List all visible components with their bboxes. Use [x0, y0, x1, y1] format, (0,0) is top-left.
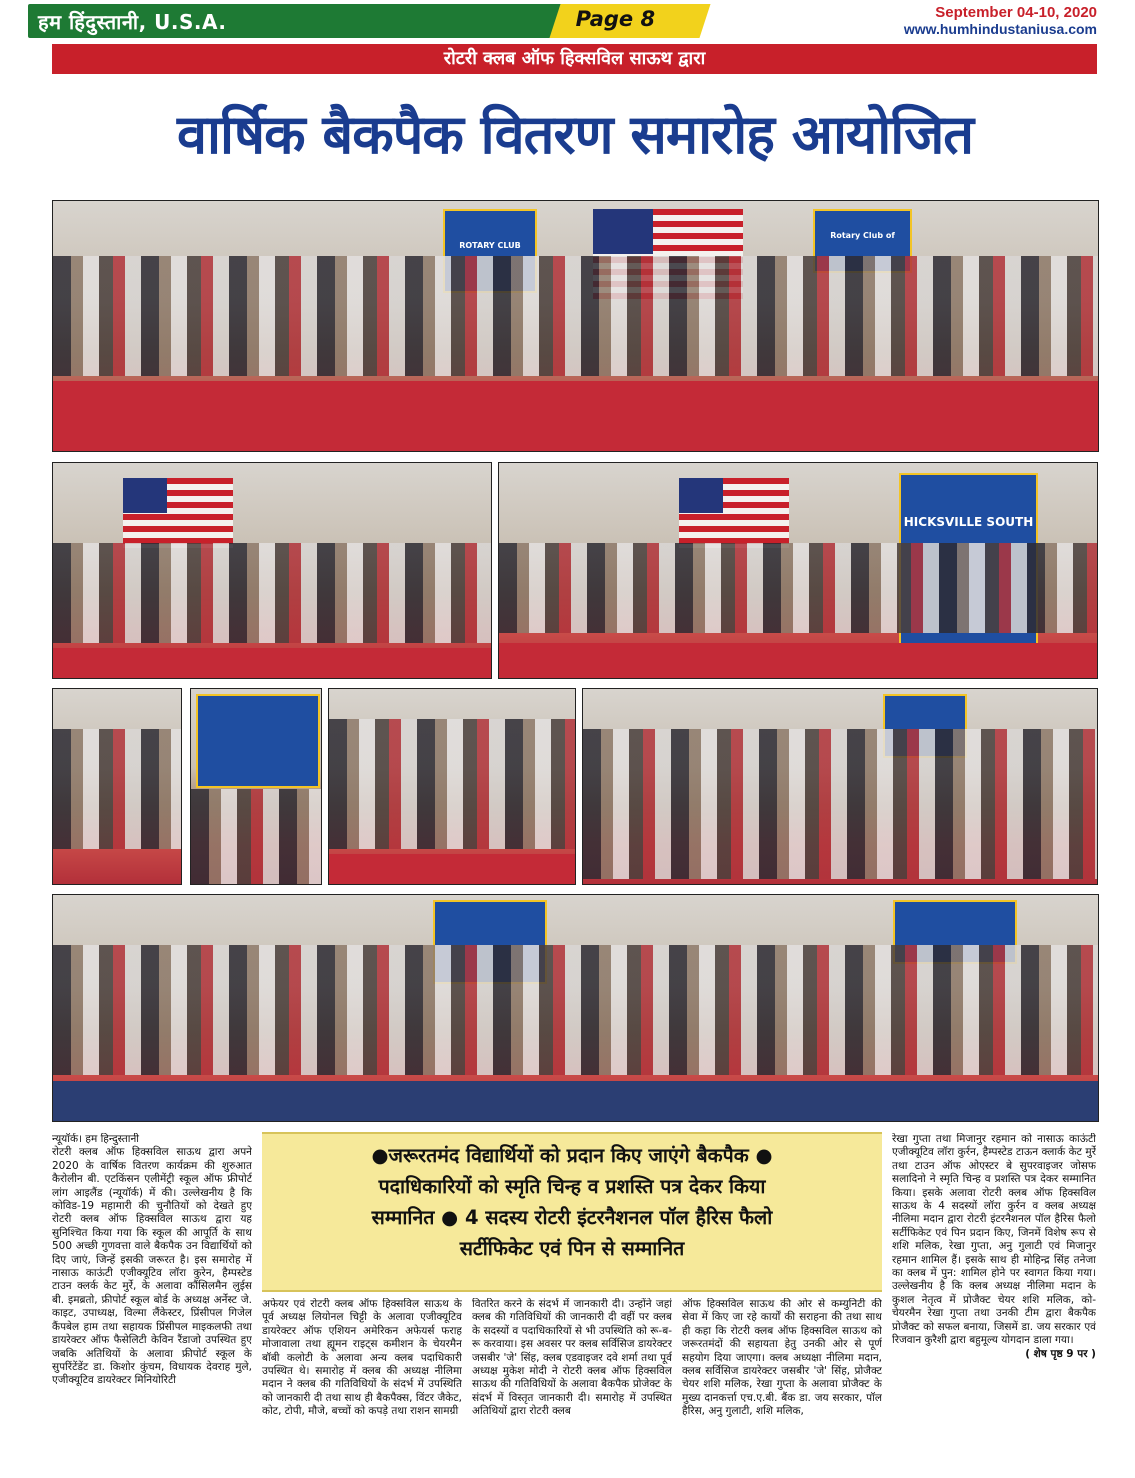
crowd	[583, 729, 1097, 879]
banner-text: ROTARY CLUB	[459, 241, 521, 250]
article-column-3	[472, 1298, 672, 1476]
banner-text-right: Rotary Club of	[830, 231, 895, 240]
dateline: न्यूयॉर्क। हम हिन्दुस्तानी	[52, 1133, 140, 1145]
rotary-banner	[196, 694, 320, 788]
crowd	[53, 729, 181, 849]
column-1-text: रोटरी क्लब ऑफ हिक्सविल साऊथ द्वारा अपने 2020 के वार्षिक वितरण कार्यक्रम की शुरुआत कैरोलीन बी. एटकिंसन एलीमेंट्री स्कूल ऑफ फ्रीपोर्ट लांग आइलैंड (न्यूयॉर्क) में की। उल्लेखनीय है कि कोविड-19 महामारी की चुनौतियों को देखते हुए रोटरी क्लब ऑफ हिक्सविल साऊथ द्वारा यह सुनिश्चित किया गया कि स्कूल की आपूर्ति के साथ 500 अच्छी गुणवत्ता वाले बैकपैक उन विद्यार्थियों को दिए जाएं, जिन्हें इसकी जरूरत है। इस समारोह में नासाऊ काऊंटी एजीक्यूटिव लॉरा कुरेन, हैम्पस्टेड टाउन क्लर्क केट मुर्रे, के अलावा कौंसिलमैन लुईस बी. इमब्रतो, फ्रीपोर्ट स्कूल बोर्ड के अध्यक्ष अर्नेस्ट जे. काइट, उपाध्यक्ष, विल्मा लैंकेस्टर, प्रिंसीपल गिजेल कैंपबेल हाम तथा सहायक प्रिंसीपल माइकलफी तथा डायरेक्टर ऑफ फैसेलिटी केविन रैंडाजो उपस्थित हुए जबकि अतिथियों के अलावा फ्रीपोर्ट स्कूल के सुपरिंटेंडेंट डा. किशोर कुंचम, विधायक देवराह मुले, एजीक्यूटिव डायरेक्टर मिनियोरिटी	[52, 1146, 252, 1387]
highlight-box	[262, 1132, 882, 1292]
website-link[interactable]: www.humhindustaniusa.com	[903, 21, 1097, 37]
red-table	[329, 854, 575, 884]
crowd	[53, 256, 1098, 376]
column-5-text: रेखा गुप्ता तथा मिजानुर रहमान को नासाऊ काऊंटी एजीक्यूटिव लॉरा कुर्रन, हैम्पस्टेड टाऊन क्लार्क केट मुर्रे तथा टाउन ऑफ ओएस्टर बे सुपरवाइजर जोसफ सलादिनो ने स्मृति चिन्ह व प्रशस्ति पत्र देकर सम्मानित किया। इसके अलावा रोटरी क्लब ऑफ हिक्सविल साऊथ के 4 सदस्यों लॉरा कुर्रन व क्लब अध्यक्ष नीलिमा मदान द्वारा रोटरी इंटरनैशनल पॉल हैरिस फैलो सर्टीफिकेट एवं पिन प्रदान किए, जिनमें विशेष रूप से शशि मलिक, रेखा गुप्ता, अनु गुलाटी एवं मिजानुर रहमान शामिल हैं। इसके साथ ही मोहिन्द्र सिंह तनेजा का क्लब में पुन: शामिल होने पर स्वागत किया गया। उल्लेखनीय है कि क्लब अध्यक्ष नीलिमा मदान के कुशल नेतृत्व में प्रोजैक्ट चेयर शशि मलिक, को-चेयरमैन रेखा गुप्ता तथा उनकी टीम द्वारा बैकपैक प्रोजैक्ट को सफल बनाया, जिसमें डा. जय सरकार एवं रिजवान कुरैशी द्वारा बहुमूल्य योगदान डाला गया।	[892, 1133, 1096, 1347]
red-table	[53, 381, 1098, 451]
banner-text-big: HICKSVILLE SOUTH	[903, 515, 1034, 529]
photo-stage	[498, 462, 1098, 679]
photo-group-seated	[52, 894, 1099, 1122]
photo-speaker	[52, 462, 492, 679]
column-3-text: वितरित करने के संदर्भ में जानकारी दी। उन्होंने जहां क्लब की गतिविधियों की जानकारी दी वहीं पर क्लब के सदस्यों व पदाधिकारियों से भी उपस्थिति को रू-ब-रू करवाया। इस अवसर पर क्लब सर्विसिज डायरेक्टर जसबीर 'जे' सिंह, क्लब एडवाइजर दवे शर्मा तथा पूर्व अध्यक्ष मुकेश मोदी ने रोटरी क्लब ऑफ हिक्सविल साऊथ की गतिविधियों के अलावा बैकपैक प्रोजेक्ट के संदर्भ में विस्तृत जानकारी दी। समारोह में उपस्थित अतिथियों द्वारा रोटरी क्लब	[472, 1298, 672, 1418]
highlight-line-1: ●जरूरतमंद विद्यार्थियों को प्रदान किए जाएंगे बैकपैक ●	[371, 1144, 773, 1167]
masthead	[0, 0, 1135, 40]
photo-guest-1	[52, 688, 182, 885]
highlight-line-3: सम्मानित ● 4 सदस्य रोटरी इंटरनैशनल पॉल हैरिस फैलो	[371, 1206, 773, 1229]
issue-date: September 04-10, 2020	[935, 4, 1097, 21]
column-4-text: ऑफ हिक्सविल साऊथ की ओर से कम्युनिटी की सेवा में किए जा रहे कार्यों की सराहना की तथा साथ ही कहा कि रोटरी क्लब ऑफ हिक्सविल साऊथ को जरूरतमंदों की सहायता हेतु उनकी ओर से पूर्ण सहयोग दिया जाएगा। क्लब अध्यक्षा नीलिमा मदान, क्लब सर्विसिज डायरेक्टर जसबीर 'जे' सिंह, प्रोजैक्ट चेयर शशि मलिक, रेखा गुप्ता के अलावा प्रोजैक्ट के मुख्य दानकर्त्ता एच.ए.बी. बैंक डा. जय सरकार, पॉल हैरिस, अनु गुलाटी, शशि मलिक,	[682, 1298, 882, 1418]
crowd	[499, 543, 1097, 633]
red-table	[53, 648, 491, 678]
photo-group-main	[52, 200, 1099, 452]
photo-group-small	[582, 688, 1098, 885]
highlight-line-4: सर्टीफिकेट एवं पिन से सम्मानित	[459, 1237, 685, 1260]
article-column-2	[262, 1298, 462, 1476]
article-column-5	[892, 1133, 1096, 1478]
crowd	[329, 719, 575, 849]
continued-note: ( शेष पृष्ठ 9 पर )	[1025, 1347, 1096, 1360]
page-label: Page 8	[575, 7, 656, 31]
red-table	[499, 643, 1097, 678]
highlight-line-2: पदाधिकारियों को स्मृति चिन्ह व प्रशस्ति पत्र देकर किया	[378, 1175, 766, 1198]
kicker-text: रोटरी क्लब ऑफ हिक्सविल साऊथ द्वारा	[443, 48, 706, 69]
paper-name: हम हिंदुस्तानी, U.S.A.	[38, 10, 227, 34]
article-kicker	[52, 44, 1097, 74]
photo-guest-2	[190, 688, 322, 885]
page-number-tab	[549, 4, 710, 38]
crowd	[53, 945, 1098, 1075]
column-2-text: अफेयर एवं रोटरी क्लब ऑफ हिक्सविल साऊथ के पूर्व अध्यक्ष लियोनल चिट्टी के अलावा एजीक्यूटिव डायरेक्टर ऑफ एशियन अमेरिकन अफेयर्स फराह मोजावाला तथा ह्यूमन राइट्स कमीशन के चेयरमैन बॉबी कलोटी के अलावा अन्य क्लब पदाधिकारी उपस्थित थे। समारोह में क्लब की अध्यक्ष नीलिमा मदान ने क्लब की गतिविधियों के संदर्भ में उपस्थिति को जानकारी दी तथा साथ ही बैकपैक्स, विंटर जैकेट, कोट, टोपी, मौजे, बच्चों को कपड़े तथा राशन सामग्री	[262, 1298, 462, 1418]
us-flag	[123, 478, 233, 548]
masthead-meta	[904, 4, 1097, 37]
photo-award	[328, 688, 576, 885]
crowd	[191, 789, 321, 884]
article-column-1	[52, 1133, 252, 1478]
red-table	[53, 1081, 1098, 1121]
crowd	[53, 543, 491, 643]
us-flag	[679, 478, 789, 548]
article-headline: वार्षिक बैकपैक वितरण समारोह आयोजित	[176, 103, 974, 166]
article-column-4	[682, 1298, 882, 1476]
paper-name-bar	[28, 4, 573, 38]
